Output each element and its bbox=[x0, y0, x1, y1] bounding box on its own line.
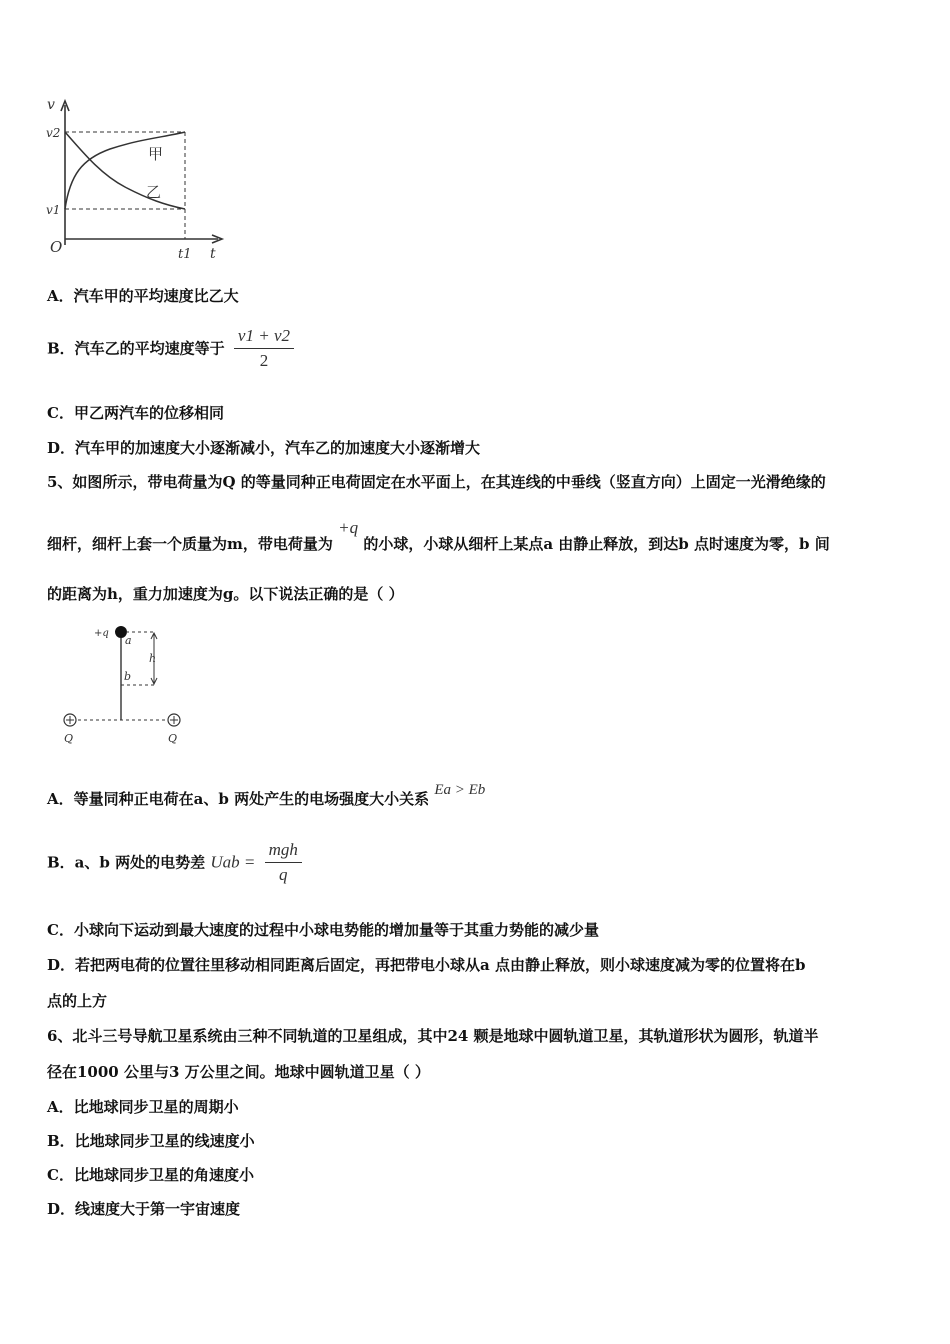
q4-option-b-denominator: 2 bbox=[259, 351, 269, 370]
q5-option-b-denominator: q bbox=[278, 865, 288, 884]
q5-option-b-text: B．a、b 两处的电势差 bbox=[47, 853, 206, 872]
q5-option-a bbox=[47, 782, 486, 810]
label-v: v bbox=[47, 97, 55, 113]
q5-option-b bbox=[47, 840, 302, 885]
q4-option-c: C．甲乙两汽车的位移相同 bbox=[47, 404, 224, 422]
label-v1: v1 bbox=[46, 203, 61, 217]
curve-jia bbox=[65, 132, 185, 209]
q5-option-b-fraction bbox=[265, 840, 302, 885]
q5-option-a-text: A．等量同种正电荷在a、b 两处产生的电场强度大小关系 bbox=[47, 790, 430, 808]
q5-stem-line1: 5、如图所示，带电荷量为Q 的等量同种正电荷固定在水平面上，在其连线的中垂线（竖直方向）上固定一光滑绝缘的 bbox=[47, 473, 826, 491]
label-h: h bbox=[149, 652, 157, 665]
q4-option-b-numerator: v1 + v2 bbox=[234, 326, 294, 349]
q6-stem-line1: 6、北斗三号导航卫星系统由三种不同轨道的卫星组成，其中24 颗是地球中圆轨道卫星，其轨道形状为圆形，轨道半 bbox=[47, 1027, 819, 1045]
label-Q-left: Q bbox=[64, 732, 74, 745]
q5-stem-line2b: 的小球，小球从细杆上某点a 由静止释放，到达b 点时速度为零，b 间 bbox=[363, 535, 830, 553]
q4-option-b-text: B．汽车乙的平均速度等于 bbox=[47, 339, 225, 358]
label-Q-right: Q bbox=[168, 732, 178, 745]
q5-option-c: C．小球向下运动到最大速度的过程中小球电势能的增加量等于其重力势能的减少量 bbox=[47, 921, 599, 939]
label-t: t bbox=[210, 246, 216, 262]
label-origin: O bbox=[50, 238, 63, 256]
q5-stem-line3: 的距离为h，重力加速度为g。以下说法正确的是（ ） bbox=[47, 585, 404, 603]
curve-yi bbox=[65, 132, 185, 209]
q5-stem-line2 bbox=[47, 518, 830, 554]
label-jia: 甲 bbox=[148, 145, 164, 163]
q6-option-c: C．比地球同步卫星的角速度小 bbox=[47, 1166, 254, 1184]
right-charge-icon bbox=[168, 714, 180, 726]
charge-figure bbox=[60, 618, 200, 748]
q5-option-b-numerator: mgh bbox=[265, 840, 302, 863]
q5-option-a-math: Ea > Eb bbox=[434, 782, 486, 798]
q4-option-d: D．汽车甲的加速度大小逐渐减小，汽车乙的加速度大小逐渐增大 bbox=[47, 439, 481, 457]
q5-option-d-line1: D．若把两电荷的位置往里移动相同距离后固定，再把带电小球从a 点由静止释放，则小球速度减为零的位置将在b bbox=[47, 956, 806, 974]
label-v2: v2 bbox=[46, 126, 61, 140]
label-t1: t1 bbox=[178, 247, 192, 262]
label-yi: 乙 bbox=[146, 183, 162, 201]
q6-option-d: D．线速度大于第一宇宙速度 bbox=[47, 1200, 241, 1218]
label-plus-q: +q bbox=[94, 628, 109, 639]
q5-stem-line2a: 细杆，细杆上套一个质量为m，带电荷量为 bbox=[47, 535, 333, 553]
label-a: a bbox=[125, 634, 132, 647]
q5-option-d-line2: 点的上方 bbox=[47, 992, 108, 1010]
q5-charge-q: +q bbox=[338, 518, 359, 537]
q4-option-b-fraction bbox=[234, 326, 294, 371]
q6-option-a: A．比地球同步卫星的周期小 bbox=[47, 1098, 239, 1116]
left-charge-icon bbox=[64, 714, 76, 726]
vt-graph bbox=[40, 95, 240, 270]
q5-option-b-lhs: Uab = bbox=[210, 852, 256, 872]
label-b: b bbox=[124, 670, 132, 683]
q6-option-b: B．比地球同步卫星的线速度小 bbox=[47, 1132, 255, 1150]
q4-option-a: A．汽车甲的平均速度比乙大 bbox=[47, 287, 239, 305]
q6-stem-line2: 径在1000 公里与3 万公里之间。地球中圆轨道卫星（ ） bbox=[47, 1063, 430, 1081]
q4-option-b bbox=[47, 326, 294, 371]
